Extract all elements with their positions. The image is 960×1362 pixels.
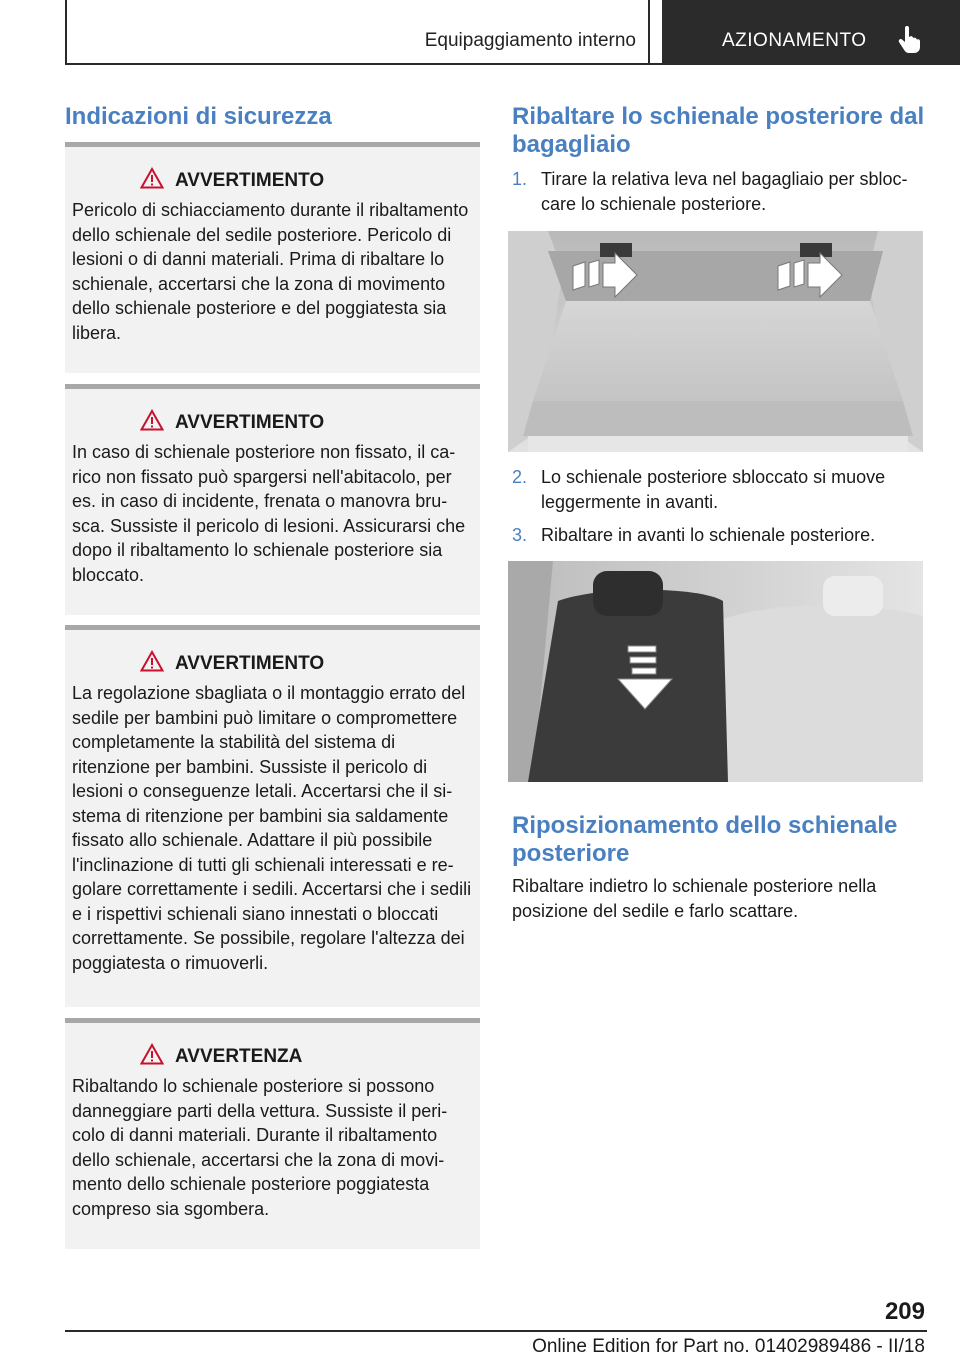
step-2 [512, 465, 927, 514]
reposition-paragraph: Ribaltare indietro lo schienale posteriore nella posizione del sedile e farlo scattare. [512, 876, 877, 921]
warning-text: Pericolo di schiacciamento durante il ribaltamento dello schienale del sedile posteriore. Pericolo di lesioni o di danni materiali. Prima di ribaltare lo schienale, accertarsi che la zona di movimento dello schienale posteriore e del poggiatesta sia libera. [72, 200, 469, 343]
warning-bar [65, 142, 480, 147]
warning-title: AVVERTIMENTO [175, 653, 325, 674]
step-text: Ribaltare in avanti lo schienale posteriore. [541, 525, 876, 545]
footer-rule [65, 1330, 927, 1332]
warning-bar [65, 1018, 480, 1023]
warning-box-2 [65, 384, 480, 615]
reposition-heading: Riposizionamento dello schienale posteriore [512, 812, 898, 867]
safety-heading: Indicazioni di sicurezza [65, 103, 332, 130]
header-section-title: Equipaggiamento interno [424, 30, 636, 51]
hand-pointer-icon [896, 26, 922, 59]
warning-title: AVVERTIMENTO [175, 170, 325, 191]
warning-text: La regolazione sbagliata o il montaggio errato del sedile per bambini può limitare o compromettere completamente la stabilità del sistema di ritenzione per bambini. Sussiste il pericolo di lesioni o conseguenze letali. Accertarsi che il sistema di ritenzione per bambini sia saldamente fissato allo schienale. Adattare il più possibile l'inclinazione di tutti gli schienali interessati e regolare correttamente i sedili. Accertarsi che i sedili e i rispettivi schienali siano innestati o bloccati correttamente. Se possibile, regolare l'altezza dei poggiatesta o rimuoverli. [72, 683, 472, 973]
warning-title: AVVERTENZA [175, 1046, 303, 1067]
fold-from-trunk-heading: Ribaltare lo schienale posteriore dal bagagliaio [512, 103, 925, 158]
header-chapter-label: AZIONAMENTO [722, 30, 867, 51]
seatback-fold-illustration [508, 561, 923, 782]
warning-triangle-icon [140, 167, 164, 194]
warning-box-4 [65, 1018, 480, 1249]
warning-box-1 [65, 142, 480, 373]
step-text: Tirare la relativa leva nel bagagliaio per sbloccare lo schienale posteriore. [541, 169, 908, 214]
page-number: 209 [884, 1298, 925, 1325]
warning-bar [65, 384, 480, 389]
step-number: 2. [512, 467, 528, 487]
warning-box-3 [65, 625, 480, 1007]
header-divider-left [65, 0, 67, 64]
warning-bar [65, 625, 480, 630]
warning-triangle-icon [140, 650, 164, 677]
warning-text: In caso di schienale posteriore non fissato, il carico non fissato può spargersi nell'abitacolo, per es. in caso di incidente, frenata o manovra brusca. Sussiste il pericolo di lesioni. Assicurarsi che dopo il ribaltamento lo schienale posteriore sia bloccato. [72, 442, 466, 585]
warning-triangle-icon [140, 1043, 164, 1070]
step-3 [512, 523, 927, 548]
footer-edition: Online Edition for Part no. 01402989486 - II/18 [532, 1336, 925, 1357]
warning-title: AVVERTIMENTO [175, 412, 325, 433]
header-chapter-tab [662, 0, 960, 64]
step-number: 3. [512, 525, 528, 545]
header-divider-right [648, 0, 650, 64]
trunk-release-lever-illustration [508, 231, 923, 452]
step-1 [512, 167, 927, 216]
warning-text: Ribaltando lo schienale posteriore si possono danneggiare parti della vettura. Sussiste il pericolo di danni materiali. Durante il ribaltamento dello schienale, accertarsi che la zona di movimento dello schienale posteriore poggiatesta compreso sia sgombera. [72, 1076, 448, 1219]
step-number: 1. [512, 169, 528, 189]
warning-triangle-icon [140, 409, 164, 436]
step-text: Lo schienale posteriore sbloccato si muove leggermente in avanti. [541, 467, 886, 512]
